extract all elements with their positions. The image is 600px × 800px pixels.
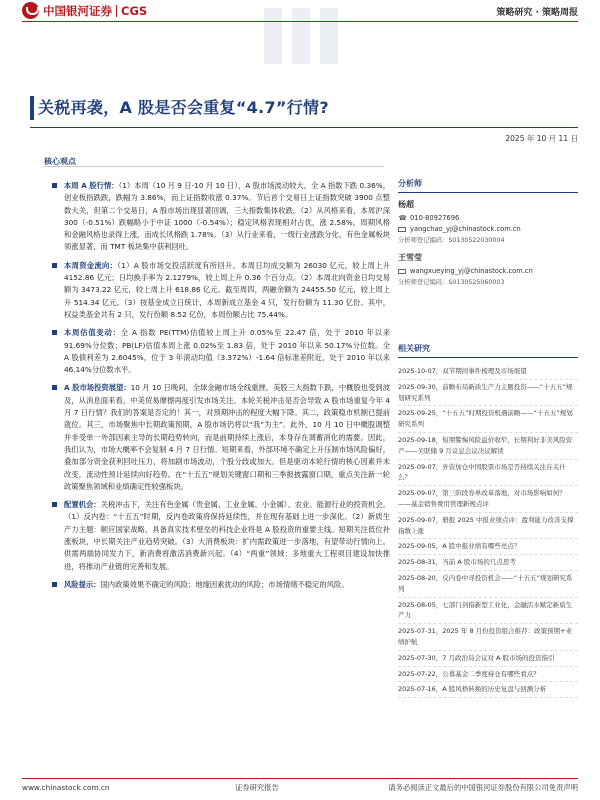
analyst-registration: 分析师登记编码：S0130525060003	[398, 279, 505, 286]
title-accent-bar	[30, 96, 34, 120]
paragraph-lead: 配置机会：	[64, 500, 101, 510]
paragraph-valuation	[64, 327, 390, 376]
analyst-card	[398, 252, 578, 288]
footer-disclaimer: 请务必阅读正文最后的中国银河证券股份有限公司免责声明	[388, 783, 578, 792]
bullet-square-icon	[52, 582, 57, 587]
related-research-panel	[398, 343, 578, 698]
paragraph-outlook	[64, 382, 390, 493]
paragraph-text: 关税冲击下，关注有色金属（贵金属、工业金属、小金属）、农业、能源行业的投资机会。（1）反内卷：“十五五”时期，反内卷政策将保持延续性，并在现有基础上进一步深化。（2）新质生产力主题：顺应国家战略，具备真实技术壁垒的科技企业将是 A 股投资的重要主线。短期关注低位补涨板块，中长期关注产业趋势突破。（3）大消费板块：扩内需政策进一步落地，有望带动行情向上。供需两端协同发力下，新消费将激活消费新兴起。（4）“两重”领域：多地重大工程项目建设加快推进，将推动产业链的完善和发展。	[64, 500, 390, 571]
email-icon	[398, 269, 406, 274]
related-report-link[interactable]: 2025-08-20，反内卷中寻投资机会——“十五五”规划研究系列	[398, 571, 578, 598]
paragraph-lead: A 股市场投资展望：	[64, 383, 131, 393]
related-report-link[interactable]: 2025-09-07，外资加仓中国股票市场是否持续关注在关什么？	[398, 460, 578, 487]
paragraph-text: 10 月 10 日晚间，全球金融市场全线重挫，美股三大指数下跌，中概股也受到波及，从消息面来看，中美贸易摩擦再度引发市场关注。本轮关税冲击是否会导致 A 股市场重复今年 4 月 7 日行情？我们的答案是否定的！其一，对预期冲击的程度大幅下降。其二，政策稳市机制已提前就位。其三，市场聚焦中长期政策预期，A 股市场仍将以“我”为主”。此外，10 月 10 日中概股调整并非受单一外部因素主导的长期趋势转向，而是前期持续上涨后，本身存在调蓄消化的需要。因此，我们认为，市场大概率不会复制 4 月 7 日行情。短期来看，外部环境不确定上升压制市场风险偏好，叠加部分资金获利回吐压力，将加剧市场波动，个股分歧或加大。但是驱动本轮行情的核心因素并未改变，流动性预计延续向好趋势。在“十五五”规划关键窗口期和三季报披露窗口期，重点关注新一轮政策聚焦领域和业绩确定性较强板块。	[64, 383, 391, 491]
paragraph-risk	[64, 579, 390, 591]
paragraph-text: （1）A 股市场交投活跃度有所回升。本周日均成交额为 26030 亿元，较上周上升 4152.86 亿元；日均换手率为 2.1279%，较上周上升 0.36 个百分点。（2）本周北向资金日均交易额为 3473.22 亿元，较上周上升 618.86 亿元。截至周四，两融余额为 24455.50 亿元，较上周上升 514.34 亿元。（3）按基金成立日统计，本周新成立基金 4 只，发行份额为 11.30 亿份。其中，权益类基金共有 2 只，发行份额 8.52 亿份，本周份额占比 75.44%。	[64, 260, 391, 319]
section-heading: 核心观点	[44, 157, 76, 166]
analyst-registration: 分析师登记编码：S0130522030004	[398, 237, 505, 244]
footer-label: 证券研究报告	[235, 783, 279, 792]
bullet-square-icon	[52, 502, 57, 507]
report-date: 2025 年 10 月 11 日	[505, 134, 578, 143]
paragraph-lead: 本周资金流向：	[64, 260, 118, 270]
analyst-email[interactable]	[398, 224, 578, 235]
related-report-link[interactable]: 2025-08-05，七部门剑指新型工业化，金融活水赋定新质生产力	[398, 598, 578, 625]
analyst-card	[398, 199, 578, 246]
title-divider	[30, 127, 578, 128]
brand-logo	[22, 2, 147, 19]
related-report-link[interactable]: 2025-09-25，“十五五”时期投资机遇前瞻——“十五五”规划研究系列	[398, 406, 578, 433]
paragraph-allocation	[64, 499, 390, 573]
header-divider	[22, 21, 578, 22]
brand-name-en: CGS	[121, 3, 148, 18]
related-list	[398, 364, 578, 698]
related-report-link[interactable]: 2025-09-07，第三阶段券单改革落地，对市场影响如何？——基金销售费用管理新规点评	[398, 486, 578, 513]
analyst-phone-value: 010-80927696	[410, 214, 460, 222]
footer-divider	[22, 778, 578, 779]
analyst-name: 王雪莹	[398, 253, 422, 262]
related-report-link[interactable]: 2025-07-16，A 股风格转换的历史复盘与回测分析	[398, 682, 578, 698]
related-report-link[interactable]: 2025-07-31，2025 年 8 月份投资组合推荐：政策预期+业绩护航	[398, 624, 578, 651]
footer-website[interactable]: www.chinastock.com.cn	[22, 783, 110, 792]
brand-name-cn: 中国银河证券	[43, 3, 112, 18]
related-report-link[interactable]: 2025-07-22，公募基金二季度持仓有哪些看点？	[398, 667, 578, 683]
analyst-email-value[interactable]: yangchao_yj@chinastock.com.cn	[410, 225, 521, 233]
related-report-link[interactable]: 2025-10-07，双节期间事件梳理及市场展望	[398, 364, 578, 380]
analyst-name: 杨超	[398, 200, 414, 209]
watermark-icon	[262, 6, 342, 66]
paragraph-lead: 风险提示：	[64, 579, 101, 589]
related-report-link[interactable]: 2025-09-30，前瞻布局新质生产力主题投资——“十五五”规划研究系列	[398, 380, 578, 407]
related-report-link[interactable]: 2025-08-31，当前 A 股市场的几点思考	[398, 555, 578, 571]
analyst-email-value[interactable]: wangxueying_yj@chinastock.com.cn	[410, 267, 533, 275]
bullet-square-icon	[52, 183, 57, 188]
email-icon	[398, 227, 406, 232]
paragraph-lead: 本周估值变动：	[64, 328, 121, 338]
report-category: 策略研究 · 策略周报	[496, 8, 578, 18]
related-report-link[interactable]: 2025-09-07，册报 2025 中报业绩点评：盈利能力改善支撑指数上涨	[398, 513, 578, 540]
paragraph-lead: 本周 A 股行情：	[64, 181, 119, 190]
paragraph-text: 国内政策效果不确定的风险；地缘因素扰动的风险；市场情绪不稳定的风险。	[100, 579, 349, 589]
bullet-square-icon	[52, 385, 57, 390]
section-divider	[44, 166, 384, 167]
bullet-square-icon	[52, 330, 57, 335]
brand-logo-icon	[22, 2, 39, 19]
phone-icon: ☎	[398, 214, 407, 222]
related-heading: 相关研究	[398, 343, 578, 358]
paragraph-text: 全 A 指数 PE(TTM)估值较上周上升 0.05%至 22.47 倍，处于 2010 年以来 91.69%分位数；PB(LF)估值本周上涨 0.02%至 1.83 倍，处于 2010 年以来 50.17%分位数。全 A 股债利差为 2.6045%，位于 3 年滚动均值（3.372%）-1.64 倍标准差附近，处于 2010 年以来 46.14%分位数水平。	[64, 328, 390, 375]
analyst-heading: 分析师	[398, 178, 578, 193]
analyst-email[interactable]	[398, 266, 578, 277]
brand-separator	[116, 5, 117, 17]
paragraph-market	[64, 180, 390, 254]
paragraph-fund-flow	[64, 260, 390, 321]
bullet-square-icon	[52, 263, 57, 268]
paragraph-text: （1）本周（10 月 9 日-10 月 10 日），A 股市场波动较大，全 A 指数下跌 0.36%，创业板指跌跌，跌幅为 3.86%，而上证指数收涨 0.37%。节后首个交易日上证指数突破 3900 点整数大关，但第二个交易日，A 股市场出现显著回调，三大指数集体收跌。（2）从风格来看，本周沪深 300（-0.51%）跌幅略小于中证 1000（-0.54%）；稳定风格表现相对占优，涨 2.58%，周期风格和金融风格也录得上涨，而成长风格跌 1.78%。（3）从行业来看，一级行业涨跌分化，有色金属板块领涨显著，而 TMT 板块集中获利回吐。	[64, 181, 390, 252]
related-report-link[interactable]: 2025-07-30，7 月政治局会议对 A 股市场的投资指引	[398, 651, 578, 667]
related-report-link[interactable]: 2025-09-05，A 股中报业绩有哪些亮点？	[398, 539, 578, 555]
report-title: 关税再袭，A 股是否会重复“4.7”行情?	[38, 98, 329, 117]
main-content	[64, 180, 390, 597]
analyst-phone	[398, 213, 578, 224]
analyst-panel	[398, 178, 578, 294]
related-report-link[interactable]: 2025-09-18，短期警惕风险溢价收窄，长期利好非美风险资产——美联储 9 月议息会议决议解读	[398, 433, 578, 460]
